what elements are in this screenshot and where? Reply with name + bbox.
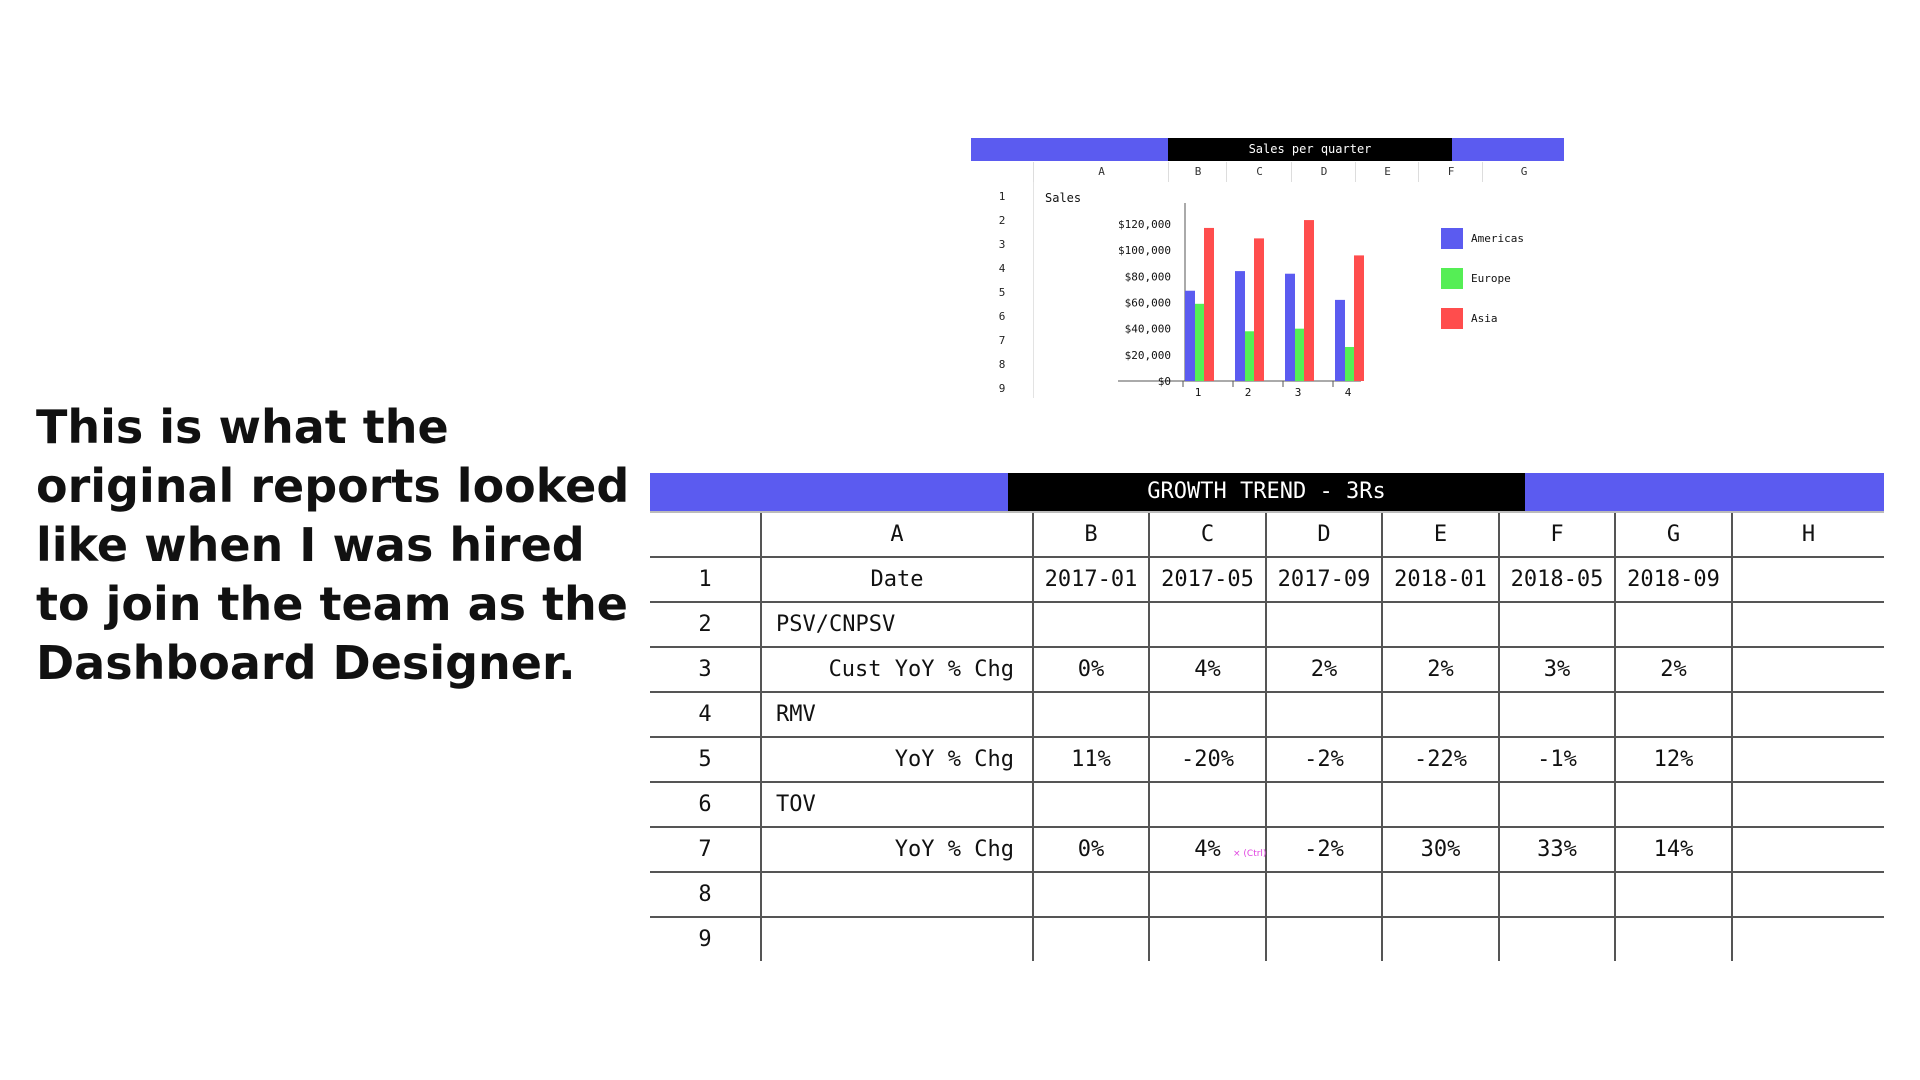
legend-label-europe: Europe xyxy=(1471,272,1511,285)
corner-cell[interactable] xyxy=(650,512,761,557)
value-cell[interactable] xyxy=(1266,872,1382,917)
y-tick-label: $40,000 xyxy=(1124,322,1171,336)
row-number[interactable]: 2 xyxy=(650,602,761,647)
caption-line-3: like when I was hired xyxy=(36,518,585,572)
legend-label-americas: Americas xyxy=(1471,232,1524,245)
y-tick-label: $100,000 xyxy=(1118,244,1171,258)
value-cell[interactable] xyxy=(1499,692,1615,737)
table-row xyxy=(650,737,1884,782)
y-tick-label: $80,000 xyxy=(1124,270,1171,284)
table-row xyxy=(650,557,1884,602)
table-row xyxy=(650,872,1884,917)
value-cell[interactable]: 2% xyxy=(1382,647,1499,692)
value-cell[interactable] xyxy=(1149,692,1266,737)
value-cell[interactable] xyxy=(1732,917,1884,961)
legend-swatch-americas xyxy=(1441,228,1463,249)
bar-asia-q4 xyxy=(1354,255,1364,381)
column-header-b[interactable]: B xyxy=(1033,512,1149,557)
value-cell[interactable] xyxy=(1499,602,1615,647)
value-cell[interactable]: 2018-05 xyxy=(1499,557,1615,602)
value-cell[interactable] xyxy=(1732,782,1884,827)
cell-a1-sales[interactable]: Sales xyxy=(1045,191,1082,205)
chart-sheet-col-a[interactable]: A xyxy=(1033,162,1169,182)
row-number[interactable]: 1 xyxy=(650,557,761,602)
growth-trend-spreadsheet xyxy=(650,473,1884,952)
growth-trend-grid xyxy=(650,511,1884,961)
column-header-h[interactable]: H xyxy=(1732,512,1884,557)
row-label-cell[interactable]: YoY % Chg xyxy=(761,737,1033,782)
value-cell[interactable]: 30% xyxy=(1382,827,1499,872)
value-cell[interactable]: 2018-01 xyxy=(1382,557,1499,602)
value-cell[interactable] xyxy=(1149,872,1266,917)
growth-sheet-title: GROWTH TREND - 3Rs xyxy=(1008,473,1525,511)
value-cell[interactable]: 12% xyxy=(1615,737,1732,782)
bar-americas-q2 xyxy=(1235,271,1245,381)
value-cell[interactable] xyxy=(1732,557,1884,602)
value-cell[interactable]: 2017-01 xyxy=(1033,557,1149,602)
chart-sheet-row-7[interactable]: 7 xyxy=(998,334,1006,347)
sales-chart-spreadsheet xyxy=(971,138,1564,400)
value-cell[interactable]: -2% xyxy=(1266,827,1382,872)
value-cell[interactable] xyxy=(1615,782,1732,827)
table-row xyxy=(650,827,1884,872)
chart-sheet-row-5[interactable]: 5 xyxy=(998,286,1006,299)
chart-sheet-row-8[interactable]: 8 xyxy=(998,358,1006,371)
x-tick-label: 4 xyxy=(1344,386,1352,399)
bar-americas-q1 xyxy=(1185,291,1195,381)
value-cell[interactable] xyxy=(1033,917,1149,961)
value-cell[interactable]: -20% xyxy=(1149,737,1266,782)
column-header-c[interactable]: C xyxy=(1149,512,1266,557)
value-cell[interactable] xyxy=(1732,872,1884,917)
row-label-cell[interactable] xyxy=(761,872,1033,917)
value-cell[interactable] xyxy=(1615,602,1732,647)
legend-swatch-asia xyxy=(1441,308,1463,329)
sales-per-quarter-chart xyxy=(971,138,1564,400)
value-cell[interactable] xyxy=(1266,917,1382,961)
column-header-g[interactable]: G xyxy=(1615,512,1732,557)
column-header-row xyxy=(650,512,1884,557)
value-cell[interactable] xyxy=(1033,872,1149,917)
value-cell[interactable]: 4% xyxy=(1149,647,1266,692)
row-label-cell[interactable]: RMV xyxy=(761,692,1033,737)
value-cell[interactable]: 33% xyxy=(1499,827,1615,872)
bar-asia-q3 xyxy=(1304,220,1314,381)
table-row xyxy=(650,602,1884,647)
caption-line-1: This is what the xyxy=(36,400,449,454)
legend-swatch-europe xyxy=(1441,268,1463,289)
value-cell[interactable] xyxy=(1033,782,1149,827)
bar-europe-q2 xyxy=(1245,331,1255,381)
chart-sheet-col-c[interactable]: C xyxy=(1226,162,1292,182)
value-cell[interactable]: 2% xyxy=(1615,647,1732,692)
x-tick-label: 1 xyxy=(1194,386,1202,399)
value-cell[interactable] xyxy=(1033,692,1149,737)
value-cell[interactable]: -1% xyxy=(1499,737,1615,782)
chart-sheet-col-d[interactable]: D xyxy=(1291,162,1356,182)
value-cell[interactable] xyxy=(1732,692,1884,737)
value-cell[interactable]: 4% xyxy=(1149,827,1266,872)
value-cell[interactable] xyxy=(1382,692,1499,737)
x-tick-label: 2 xyxy=(1244,386,1252,399)
value-cell[interactable] xyxy=(1732,827,1884,872)
value-cell[interactable] xyxy=(1615,917,1732,961)
bar-asia-q2 xyxy=(1254,238,1264,381)
row-label-cell[interactable]: TOV xyxy=(761,782,1033,827)
chart-sheet-row-9[interactable]: 9 xyxy=(998,382,1006,395)
table-row xyxy=(650,917,1884,961)
bar-americas-q4 xyxy=(1335,300,1345,381)
value-cell[interactable] xyxy=(1382,872,1499,917)
chart-sheet-row-4[interactable]: 4 xyxy=(998,262,1006,275)
value-cell[interactable] xyxy=(1499,917,1615,961)
x-tick-label: 3 xyxy=(1294,386,1302,399)
value-cell[interactable] xyxy=(1266,692,1382,737)
column-header-f[interactable]: F xyxy=(1499,512,1615,557)
value-cell[interactable] xyxy=(1149,602,1266,647)
chart-sheet-col-e[interactable]: E xyxy=(1355,162,1419,182)
chart-sheet-col-b[interactable]: B xyxy=(1168,162,1227,182)
value-cell[interactable] xyxy=(1266,782,1382,827)
legend-label-asia: Asia xyxy=(1471,312,1498,325)
value-cell[interactable]: 2% xyxy=(1266,647,1382,692)
caption-line-4: to join the team as the xyxy=(36,577,629,631)
row-number[interactable]: 4 xyxy=(650,692,761,737)
row-number[interactable]: 3 xyxy=(650,647,761,692)
bar-europe-q3 xyxy=(1295,329,1305,381)
table-row xyxy=(650,647,1884,692)
value-cell[interactable] xyxy=(1732,602,1884,647)
value-cell[interactable] xyxy=(1382,782,1499,827)
value-cell[interactable]: 2017-05 xyxy=(1149,557,1266,602)
row-label-cell[interactable]: YoY % Chg xyxy=(761,827,1033,872)
chart-sheet-row-1[interactable]: 1 xyxy=(998,190,1006,203)
chart-sheet-row-3[interactable]: 3 xyxy=(998,238,1006,251)
y-tick-label: $60,000 xyxy=(1124,296,1171,310)
chart-sheet-row-6[interactable]: 6 xyxy=(998,310,1006,323)
value-cell[interactable]: 2018-09 xyxy=(1615,557,1732,602)
row-number[interactable]: 8 xyxy=(650,872,761,917)
row-number[interactable]: 9 xyxy=(698,927,712,952)
value-cell[interactable]: 14% xyxy=(1615,827,1732,872)
value-cell[interactable] xyxy=(1266,602,1382,647)
chart-sheet-row-2[interactable]: 2 xyxy=(998,214,1006,227)
value-cell[interactable] xyxy=(1615,872,1732,917)
value-cell[interactable]: -22% xyxy=(1382,737,1499,782)
value-cell[interactable]: 3% xyxy=(1499,647,1615,692)
row-label-cell[interactable]: Date xyxy=(761,557,1033,602)
y-tick-label: $120,000 xyxy=(1118,218,1171,231)
bar-europe-q1 xyxy=(1195,304,1205,381)
value-cell[interactable] xyxy=(1499,872,1615,917)
value-cell[interactable] xyxy=(1033,602,1149,647)
y-tick-label: $0 xyxy=(1157,375,1171,388)
row-label-cell[interactable] xyxy=(761,917,1033,961)
row-number[interactable]: 7 xyxy=(650,827,761,872)
row-number[interactable]: 6 xyxy=(650,782,761,827)
value-cell[interactable]: 11% xyxy=(1033,737,1149,782)
value-cell[interactable]: 0% xyxy=(1033,827,1149,872)
caption-line-5: Dashboard Designer. xyxy=(36,636,576,690)
table-row xyxy=(650,782,1884,827)
chart-sheet-title: Sales per quarter xyxy=(1168,138,1452,161)
caption-line-2: original reports looked xyxy=(36,459,630,513)
value-cell[interactable] xyxy=(1382,917,1499,961)
column-header-d[interactable]: D xyxy=(1266,512,1382,557)
bar-europe-q4 xyxy=(1345,347,1355,381)
column-header-a[interactable]: A xyxy=(761,512,1033,557)
value-cell[interactable] xyxy=(1732,647,1884,692)
chart-sheet-col-f[interactable]: F xyxy=(1418,162,1483,182)
chart-sheet-col-g[interactable]: G xyxy=(1482,162,1565,182)
table-row xyxy=(650,692,1884,737)
value-cell[interactable] xyxy=(1499,782,1615,827)
value-cell[interactable]: -2% xyxy=(1266,737,1382,782)
slide-caption xyxy=(36,398,636,693)
value-cell[interactable]: 0% xyxy=(1033,647,1149,692)
value-cell[interactable]: 2017-09 xyxy=(1266,557,1382,602)
bar-americas-q3 xyxy=(1285,274,1295,381)
row-label-cell[interactable]: PSV/CNPSV xyxy=(761,602,1033,647)
value-cell[interactable] xyxy=(1149,782,1266,827)
row-label-cell[interactable]: Cust YoY % Chg xyxy=(761,647,1033,692)
value-cell[interactable] xyxy=(1382,602,1499,647)
y-tick-label: $20,000 xyxy=(1124,348,1171,362)
value-cell[interactable] xyxy=(1149,917,1266,961)
bar-asia-q1 xyxy=(1204,228,1214,381)
column-header-e[interactable]: E xyxy=(1382,512,1499,557)
paste-options-icon[interactable]: × (Ctrl) xyxy=(1233,849,1267,859)
row-number[interactable]: 5 xyxy=(650,737,761,782)
value-cell[interactable] xyxy=(1615,692,1732,737)
value-cell[interactable] xyxy=(1732,737,1884,782)
